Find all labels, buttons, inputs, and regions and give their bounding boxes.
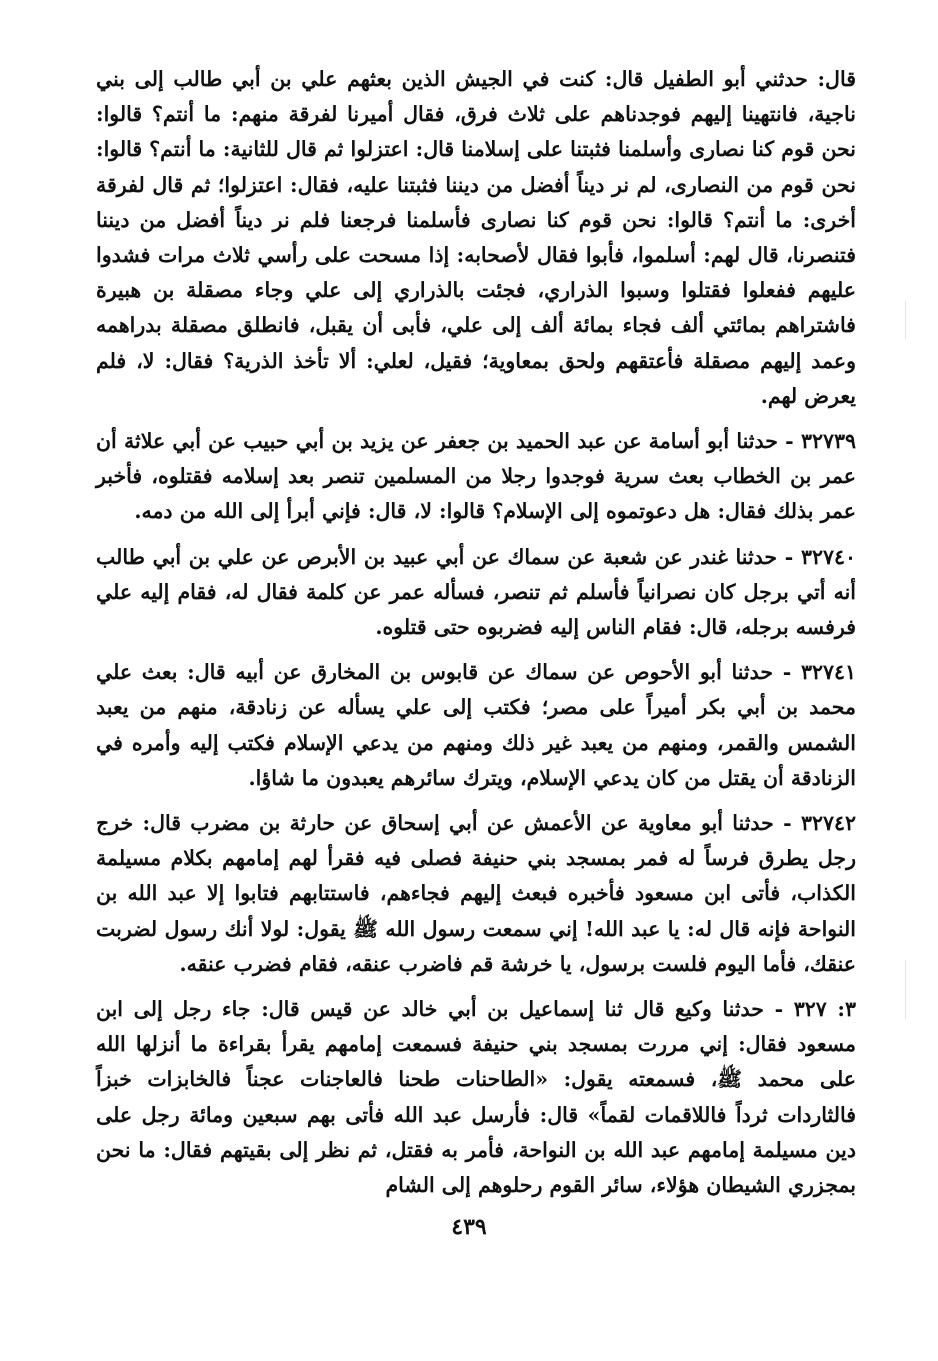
hadith-text: - حدثنا أبو أسامة عن عبد الحميد بن جعفر عن يزيد بن أبي حبيب عن أبي علاثة أن عمر بن الخطاب بعث سرية فوجدوا رجلا من المسلمين تنصر بعد إسلامه فقتلوه، فأخبر عمر بذلك فقال: هل دعوتموه إلى الإسلام؟ قالوا: لا، قال: فإني أبرأ إلى الله من دمه. xyxy=(96,429,856,524)
hadith-paragraph xyxy=(96,424,856,530)
hadith-number: ٣٢٧٤١ xyxy=(800,660,856,685)
hadith-text: - حدثنا غندر عن شعبة عن سماك عن أبي عبيد بن الأبرص عن علي بن أبي طالب أنه أتي برجل كان نصرانياً فأسلم ثم تنصر، فسأله عمر عن كلمة فقال له، فقام إليه علي فرفسه برجله، قال: فقام الناس إليه فضربوه حتى قتلوه. xyxy=(96,544,856,640)
hadith-number: ٣٢٧٣٩ xyxy=(800,429,856,454)
opening-paragraph xyxy=(96,62,856,414)
hadith-text: - حدثنا أبو معاوية عن الأعمش عن أبي إسحاق عن حارثة بن مضرب قال: خرج رجل يطرق فرساً له فمر بمسجد بني حنيفة فصلى فيه فقرأ لهم إمامهم بكلام مسيلمة الكذاب، فأتى ابن مسعود فأخبره فبعث إليهم فجاءهم، فاستتابهم فتابوا إلا عبد الله بن النواحة فإنه قال له: يا عبد الله! إني سمعت رسول الله ﷺ يقول: لولا أنك رسول لضربت عنقك، فأما اليوم فلست برسول، يا خرشة قم فاضرب عنقه، فقام فضرب عنقه. xyxy=(96,811,856,976)
hadith-number: ٣٢٧٤٠ xyxy=(800,544,856,569)
margin-line xyxy=(905,300,906,340)
hadith-paragraph xyxy=(96,806,856,982)
opening-text: قال: حدثني أبو الطفيل قال: كنت في الجيش الذين بعثهم علي بن أبي طالب إلى بني ناجية، فانتهينا إليهم فوجدناهم على ثلاث فرق، فقال أميرنا لفرقة منهم: ما أنتم؟ قالوا: نحن قوم كنا نصارى وأسلمنا فثبتنا على إسلامنا قال: اعتزلوا ثم قال للثانية: ما أنتم؟ قالوا: نحن قوم من النصارى، لم نر ديناً أفضل من ديننا فثبتنا عليه، فقال: اعتزلوا؛ ثم قال لفرقة أخرى: ما أنتم؟ قالوا: نحن قوم كنا نصارى فأسلمنا فرجعنا فلم نر ديناً أفضل من ديننا فتنصرنا، قال لهم: أسلموا، فأبوا فقال لأصحابه: إذا مسحت على رأسي ثلاث مرات فشدوا عليهم ففعلوا فقتلوا وسبوا الذراري، فجئت بالذراري إلى علي وجاء مصقلة بن هبيرة فاشتراهم بمائتي ألف فجاء بمائة ألف إلى علي، فأبى أن يقبل، فانطلق مصقلة بدراهمه وعمد إليهم مصقلة فأعتقهم ولحق بمعاوية؛ فقيل، لعلي: ألا تأخذ الذرية؟ فقال: لا، فلم يعرض لهم. xyxy=(96,67,856,408)
hadith-text: - حدثنا أبو الأحوص عن سماك عن قابوس بن المخارق عن أبيه قال: بعث علي محمد بن أبي بكر أميراً على مصر؛ فكتب إلى علي يسأله عن زنادقة، منهم من يعبد الشمس والقمر، ومنهم من يعبد غير ذلك ومنهم من يدعي الإسلام فكتب إليه وأمره في الزنادقة أن يقتل من كان يدعي الإسلام، ويترك سائرهم يعبدون ما شاؤا. xyxy=(96,660,856,790)
document-body xyxy=(96,62,856,1203)
hadith-text: - حدثنا وكيع قال ثنا إسماعيل بن أبي خالد عن قيس قال: جاء رجل إلى ابن مسعود فقال: إني مررت بمسجد بني حنيفة فسمعت إمامهم يقرأ بقراءة ما أنزلها الله على محمد ﷺ، فسمعته يقول: «الطاحنات طحنا فالعاجنات عجناً فالخابزات خبزاً فالثاردات ثرداً فاللاقمات لقماً» قال: فأرسل عبد الله فأتى بهم سبعين ومائة رجل على دين مسيلمة إمامهم عبد الله بن النواحة، فأمر به فقتل، ثم نظر إلى بقيتهم فقال: ما نحن بمجزري الشيطان هؤلاء، سائر القوم رحلوهم إلى الشام xyxy=(96,997,856,1198)
hadith-number: ٣٢٧٤٢ xyxy=(800,811,856,836)
hadith-paragraph xyxy=(96,540,856,646)
hadith-paragraph xyxy=(96,992,856,1203)
margin-line xyxy=(905,960,906,1020)
hadith-number: ٣: ٣٢٧ xyxy=(793,997,856,1022)
hadith-paragraph xyxy=(96,655,856,796)
page-number: ٤٣٩ xyxy=(451,1214,487,1240)
